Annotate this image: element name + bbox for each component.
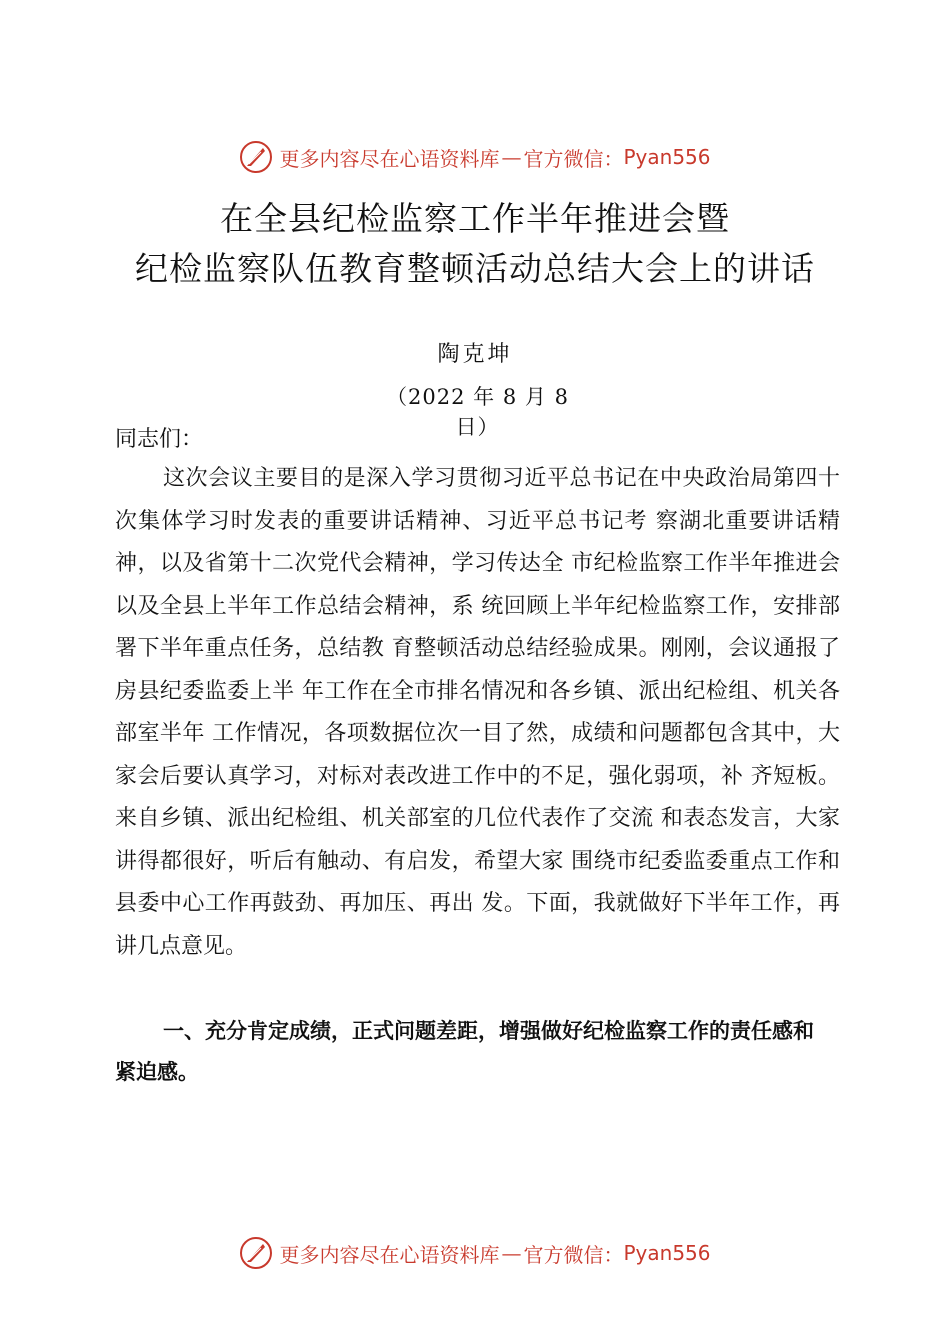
body-paragraph: 这次会议主要目的是深入学习贯彻习近平总书记在中央政治局第四十次集体学习时发表的重要讲话精神、习近平总书记考 察湖北重要讲话精神，以及省第十二次党代会精神，学习传达全 市纪检监察工作半年推进会以及全县上半年工作总结会精神，系 统回顾上半年纪检监察工作，安排部署下半年重点任务，总结教 育整顿活动总结经验成果。刚刚，会议通报了房县纪委监委上半 年工作在全市排名情况和各乡镇、派出纪检组、机关各部室半年 工作情况，各项数据位次一目了然，成绩和问题都包含其中，大 家会后要认真学习，对标对表改进工作中的不足，强化弱项，补 齐短板。来自乡镇、派出纪检组、机关部室的几位代表作了交流 和表态发言，大家讲得都很好，听后有触动、有启发，希望大家 围绕市纪委监委重点工作和县委中心工作再鼓劲、再加压、再出 发。下面，我就做好下半年工作，再讲几点意见。	[115, 466, 840, 959]
banner-wechat-id: Pyan556	[623, 1241, 711, 1265]
salutation: 同志们：	[115, 427, 204, 452]
quill-logo-icon	[239, 140, 273, 174]
header-banner	[0, 140, 950, 174]
speech-date: （2022 年 8 月 8 日）	[386, 385, 569, 439]
banner-separator: —	[501, 1241, 522, 1265]
footer-banner	[0, 1236, 950, 1270]
banner-separator: —	[501, 145, 522, 169]
banner-wechat-id: Pyan556	[623, 145, 711, 169]
title-line-2: 纪检监察队伍教育整顿活动总结大会上的讲话	[135, 249, 815, 288]
author-name: 陶克坤	[437, 342, 513, 367]
banner-wechat-label: 官方微信：	[523, 1242, 624, 1267]
banner-text: 更多内容尽在心语资料库	[279, 146, 500, 171]
quill-logo-icon	[239, 1236, 273, 1270]
title-line-1: 在全县纪检监察工作半年推进会暨	[220, 199, 730, 238]
banner-wechat-label: 官方微信：	[523, 146, 624, 171]
banner-text: 更多内容尽在心语资料库	[279, 1242, 500, 1267]
section-heading: 一、充分肯定成绩，正式问题差距，增强做好纪检监察工作的责任感和紧迫感。	[115, 1019, 814, 1084]
